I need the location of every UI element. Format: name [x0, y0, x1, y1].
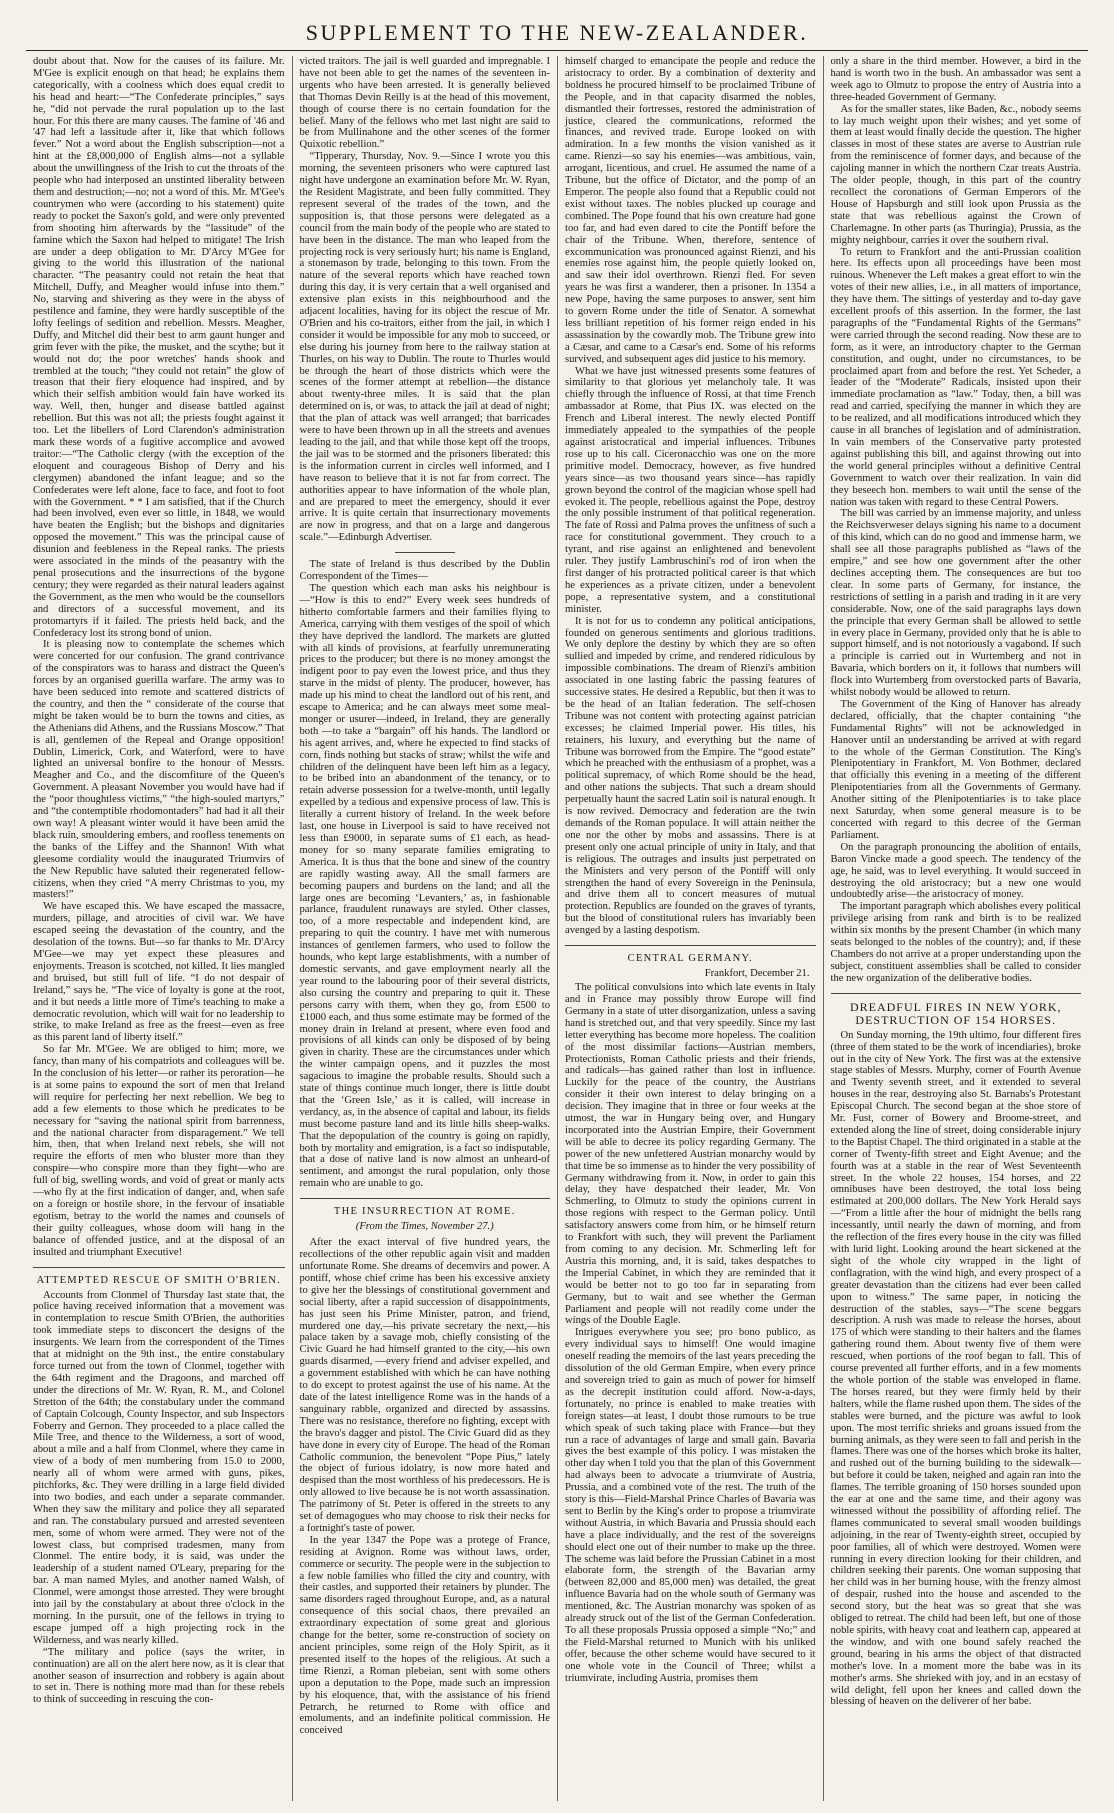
section-divider: [831, 993, 1082, 994]
article-paragraph: After the exact interval of five hundred years, the recollections of the other republic again visit and madden unfortunate Rome. She dreams of decemvirs and power. A pontiff, whose chief crime has been his excessive anxiety to give her the blessings of constitutional government and social liberty, after a rapid succession of disappointments, has just seen his Prime Minister, patron, and friend, murdered one day,—his private secretary the next,—his palace taken by a savage mob, chiefly consisting of the Civic Guard he had himself granted to the city,—his own guards disarmed, —every friend and adviser expelled, and a government established with which he can have nothing to do except to protest against the use of his name. At the date of the latest intelligence Rome was in the hands of a sanguinary rabble, organized and directed by assassins. There was no resistance, therefore no fighting, except with the bravo's dagger and pistol. The Civic Guard did as they have done in every city of Europe. The head of the Roman Catholic communion, the benevolent “Pope Pius,” lately the object of furious idolatry, is now more hated and despised than the most worthless of his predecessors. He is only allowed to live because he is not worth assassination. The patrimony of St. Peter is offered in the streets to any set of demagogues who may choose to risk their necks for a fortnight's taste of power.: [299, 1237, 550, 1534]
article-paragraph: doubt about that. Now for the causes of its failure. Mr. M'Gee is explicit enough on that head; he explains them categorically, with a coolness which does equal credit to his head and heart:—“The Confederate principles,” says he, “did not pervade the rural population up to the last hour. For this there are many causes. The famine of '46 and '47 had left a lassitude after it, like that which follows fever.” Not a word about the English subscription—not a hint at the £8,000,000 of English alms—not a syllable about the unwillingness of the Irish to cut the throats of the people who had interposed an unstinted liberality between them and destruction;—no; not a word of this. Mr. M'Gee's countrymen who were (according to his statement) quite ready to pocket the Saxon's gold, and were only prevented from shooting him afterwards by the “lassitude” of the famine which the Saxon had helped to mitigate! The Irish are under a deep obligation to Mr. D'Arcy M'Gee for giving to the world this illustration of the national character. “The peasantry could not retain the heat that Mitchell, Duffy, and Meagher would infuse into them.” No, starving and shivering as they were in the abyss of pestilence and famine, they were hardly susceptible of the lofty feelings of sedition and rebellion. Messrs. Meagher, Duffy, and Mitchel did their best to arm gaunt hunger and grim fever with the pike, the musket, and the scythe; but it would not do; the poor wretches' hands shook and trembled at the touch; “they could not retain” the glow of treason that their fiery eloquence had inspired, and by which their selfish ambition would fain have worked its way. Well, then, hunger and disease battled against rebellion. But this was not all; the priests fought against it too. Let the libellers of Lord Clarendon's administration mark these words of a fugitive accomplice and avowed traitor:—“The Catholic clergy (with the exception of the eloquent and courageous Bishop of Derry and his clergymen) abandoned the infant league; and so the Confederates were left alone, face to face, and foot to foot with the Government. * * I am satisfied, that if the Church had been involved, even ever so little, in 1848, we would have beaten the English; but the bishops and dignitaries opposed the movement.” This was the principal cause of disunion and feebleness in the Repeal ranks. The priests were associated in the minds of the peasantry with the penal prosecutions and the insurrections of the bygone century; they were regarded as their natural leaders against the Government, as the men who would be the counsellors and directors of a successful movement, and its protomartyrs if it failed. The priests held back, and the Confederacy lost its strong bond of union.: [33, 56, 285, 639]
column-4: [823, 56, 1089, 1801]
article-paragraph: The state of Ireland is thus described by the Dublin Correspondent of the Times—: [299, 559, 550, 583]
article-paragraph: Intrigues everywhere you see; pro bono publico, as every individual says to himself! One would imagine oneself reading the memoirs of the last years preceding the dissolution of the old German Empire, when every prince and sovereign tried to gain as much of power for himself as the decrepit institution could afford. Now-a-days, fortunately, no prince is enabled to make treaties with foreign states—at least, I doubt those rumours to be true which speak of such taking place with France—but they run a race of advantages of large and small gain. Bavaria gives the best example of this policy. I was mistaken the other day when I told you that the plan of this Government had always been to advocate a triumvirate of Austria, Prussia, and a combined vote of the rest. The truth of the story is this—Field-Marshal Prince Charles of Bavaria was sent to Berlin by the King's order to propose a triumvirate without Austria, in which Bavaria and Prussia should each have a place individually, and the rest of the sovereigns should elect one out of their number to make up the three. The scheme was laid before the Prussian Cabinet in a most elaborate form, the strength of the Bavarian army (between 82,000 and 85,000 men) was detailed, the great influence Bavaria had on the whole south of Germany was mentioned, &c. The Austrian monarchy was spoken of as already struck out of the list of the German Confederation. To all these proposals Prussia opposed a simple “No;” and the Field-Marshal returned to Munich with his unliked offer, because the other scheme would have secured to it one whole vote in the Council of Three; whilst a triumvirate, including Austria, promises them: [565, 1327, 816, 1684]
article-paragraph: The Government of the King of Hanover has already declared, officially, that the chapter containing “the Fundamental Rights” will not be acknowledged in Hanover until an understanding be arrived at with regard to the whole of the German Constitution. The King's Plenipotentiary in Frankfort, M. Von Bothmer, declared that officially this evening in a meeting of the different Plenipotentiaries from all the Governments of Germany. Another sitting of the Plenipotentiaries is to take place next Saturday, when some general measure is to be concerted with regard to this decree of the German Parliament.: [830, 698, 1081, 841]
article-paragraph: In the year 1347 the Pope was a protege of France, residing at Avignon. Rome was without laws, order, commerce or security. The people were in the subjection to a few noble families who filled the city and country, with their castles, and supported their retainers by plunder. The same disorders raged throughout Europe, and, as a natural consequence of this social chaos, there prevailed an extraordinary expectation of some great and glorious change for the better, some re-construction of society on ancient principles, some reign of the Holy Spirit, as it presented itself to the hopes of the religious. At such a time Rienzi, a Roman plebeian, sent with some others upon a deputation to the Pope, made such an impression by his eloquence, that, with the assistance of his friend Petrarch, he returned to Rome with office and emoluments, and an indefinite political commission. He conceived: [299, 1534, 550, 1737]
column-2: [292, 56, 558, 1801]
article-paragraph: victed traitors. The jail is well guarded and impregnable. I have not been able to get the names of the seventeen in-urgents who have been arrested. It is generally believed that Thomas Devin Reilly is at the head of this movement, though of course there is no certain foundation for the belief. Many of the fellows who met last night are said to be from Mullinahone and the other scenes of the former Quixotic rebellion.”: [299, 56, 550, 151]
column-1: [26, 56, 292, 1801]
article-columns: [26, 56, 1088, 1801]
section-divider: [33, 1267, 285, 1268]
article-paragraph: Accounts from Clonmel of Thursday last state that, the police having received information that a movement was in contemplation to rescue Smith O'Brien, the authorities took immediate steps to disconcert the designs of the insurgents. We learn from the correspondent of the Times that at midnight on the 9th inst., the entire constabulary force turned out from the town of Clonmel, together with the 64th regiment and the Dragoons, and marched off under the directions of Mr. W. Ryan, R. M., and Colonel Stretton of the 64th; the constabulary under the command of Captain Colcough, County Inspector, and sub Inspectors Foberry and Gernon. They proceeded to a place called the Mile Tree, and thence to the Wilderness, a sort of wood, about a mile and a half from Clonmel, where they came in view of a body of men numbering from 15.0 to 2000, nearly all of whom were armed with guns, pikes, pitchforks, &c. They were drilling in a large field divided into two bodies, and each under a separate commander. When they saw the military and police they all separated and ran. The constabulary pursued and arrested seventeen men, some of whom were armed. They were not of the lowest class, but comprised tradesmen, many from Clonmel. The entire body, it is said, was under the leadership of a student named O'Leary, preparing for the bar. A man named Myles, and another named Walsh, of Clonmel, were amongst those arrested. They were brought into jail by the constabulary at about three o'clock in the morning. In the pursuit, one of the fellows in trying to escape jumped off a high projecting rock in the Wilderness, and was nearly killed.: [33, 1289, 285, 1646]
section-divider: [395, 552, 455, 553]
article-paragraph: The political convulsions into which late events in Italy and in France may possibly throw Europe will find Germany in a state of utter disorganization, unless a saving hand is stretched out, and that very speedily. Since my last letter everything has become more hopeless. The coalition of the most dissimilar factions—Austrian members, Protectionists, Roman Catholic priests and their friends, and radicals—has gained rather than lost in influence. Luckily for the peace of the country, the Austrians consider it their own interest to delay bringing on a decision. They imagine that in three or four weeks at the utmost, the war in Hungary being over, and Hungary incorporated into the Austrian Empire, their Government will be able to decree its policy regarding Germany. The power of the new unfettered Austrian monarchy would by that time be so immense as to hinder the very possibility of Germany withdrawing from it. Now, in order to gain this delay, they have despatched their leader, Mr. Von Schmerling, to Olmutz to study the opinions current in those regions with respect to the German policy. Until satisfactory answers come from him, or he himself return to Frankfort with such, they will prevent the Parliament from coming to any decision. Mr. Schmerling left for Austria this morning, and, it is said, takes despatches to the Imperial Cabinet, in which they are reminded that it would be better not to go too far in separating from Germany, but to wait and see whether the German Parliament and people will not readily come under the wings of the Double Eagle.: [565, 982, 816, 1327]
section-divider: [300, 1198, 551, 1199]
masthead-rule: [26, 50, 1088, 51]
headline-rome: THE INSURRECTION AT ROME.: [333, 1206, 516, 1218]
dateline: Frankfort, December 21.: [704, 968, 810, 980]
headline-central-germany: CENTRAL GERMANY.: [627, 953, 753, 965]
article-paragraph: only a share in the third member. However, a bird in the hand is worth two in the bush. An ambassador was sent a week ago to Olmutz to propose the entry of Austria into a three-headed Government of Germany.: [830, 56, 1081, 103]
headline-new-york-fires: DREADFUL FIRES IN NEW YORK, DESTRUCTION OF 154 HORSES.: [849, 999, 1062, 1027]
article-paragraph: On the paragraph pronouncing the abolition of entails, Baron Vincke made a good speech. The tendency of the age, he said, was to level everything. It would succeed in destroying the old aristocracy; but a new one would undoubtedly arise—the aristocracy of money.: [830, 841, 1081, 901]
column-3: [557, 56, 823, 1801]
article-paragraph: himself charged to emancipate the people and reduce the aristocracy to order. By a combination of dexterity and boldness he procured himself to be proclaimed Tribune of the People, and in that capacity disarmed the nobles, dismantled their fortresses, restored the administration of justice, cleared the communications, reformed the finances, and revived trade. Europe looked on with admiration. In a few months the vision vanished as it came. Rienzi—so say his enemies—was ambitious, vain, arrogant, licentious, and cruel. He assumed the name of a Tribune, but the office of Dictator, and the pomp of an Emperor. The people also found that a Republic could not exist without taxes. The nobles plucked up courage and combined. The Pope found that his own creature had gone too far, and had even dared to cite the Pontiff before the chair of the Tribune. When, therefore, sentence of excommunication was pronounced against Rienzi, and his enemies rose against him, the people quietly looked on, and saw their idol overthrown. Rienzi fled. For seven years he was first a wanderer, then a prisoner. In 1354 a new Pope, having the same purposes to answer, sent him to govern Rome under the title of Senator. A somewhat less brilliant repetition of his former reign ended in his assassination by the cowardly mob. The Tribune grew into a Cæsar, and came to a Cæsar's end. Some of his reforms survived, and subsequent ages did justice to his memory.: [565, 56, 816, 365]
article-paragraph: We have escaped this. We have escaped the massacre, murders, pillage, and atrocities of civil war. We have escaped seeing the devastation of the country, and the desolation of the towns. But—so far thanks to Mr. D'Arcy M'Gee—we may yet expect these pleasures and enjoyments. Treason is scotched, not killed. It lies mangled and bruised, but still full of life. “I do not despair of Ireland,” says he. “The vice of loyalty is gone at the root, and it but needs a little more of Time's teaching to make a democratic revolution, which will wait for no leadership to strike, to make Ireland as free as the freest—even as free as this parent land of liberty itself.”: [33, 901, 285, 1044]
article-paragraph: As for the smaller states, like Baden, &c., nobody seems to lay much weight upon their wishes; and yet some of them at least would finally decide the question. The higher classes in most of these states are averse to Austrian rule from the reminiscence of former days, and because of the cajoling manner in which the northern Czar treats Austria. The older people, though, in this part of the country recollect the coronations of German Emperors of the House of Hapsburgh and still look upon Prussia as the state that was rebellious against the Crown of Charlemagne. In other parts (as Thuringia), Prussia, as the mighty neighbour, carries it over the southern rival.: [830, 103, 1081, 246]
article-paragraph: So far Mr. M'Gee. We are obliged to him; more, we fancy, than many of his compatriots and colleagues will be. In the conclusion of his letter—or rather its peroration—he is at some pains to expound the sort of men that Ireland will require for perfecting her next rebellion. We beg to add a few elements to those which he predicates to be necessary for “saving the national spirit from barrenness, and the national character from disparagement.” We tell him, then, that when Ireland next rebels, she will not require the efforts of men who bluster more than they conspire—who conspire more than they fight—who are full of big, swelling words, and void of great or manly acts—who fly at the first indication of danger, and, when safe on a foreign or hostile shore, in the fervour of insatiable egotism, betray to the world the names and counsels of their guilty colleagues, whose doom will hang in the balance of offended justice, and at the disposal of an insulted and triumphant Executive!: [33, 1044, 285, 1258]
subhead-source: (From the Times, November 27.): [355, 1221, 494, 1233]
masthead-title: SUPPLEMENT TO THE NEW-ZEALANDER.: [305, 20, 809, 45]
article-paragraph: The question which each man asks his neighbour is —“How is this to end?” Every week sees hundreds of hitherto comfortable farmers and their families flying to America, carrying with them vestiges of the spoil of which they have deprived the landlord. The markets are glutted with all kinds of provisions, at fearfully unremunerating prices to the producer; but there is no money amongst the indigent poor to pay even the lowest price, and thus they starve in the midst of plenty. The producer, however, has made up his mind to cheat the landlord out of his rent, and escape to America; and he can always meet some meal-monger or usurer—indeed, in Ireland, they are generally both —to take a “bargain” off his hands. The landlord or his agent arrives, and, where he expected to find stacks of corn, finds nothing but stacks of straw; whilst the wife and children of the delinquent have been left him as a legacy, to be bribed into an abandonment of the tenancy, or to retain adverse possession for a twelve-month, until legally expelled by a tedious and expensive process of law. This is literally a current history of Ireland. In the week before last, one house in Liverpool is said to have received not less than £9000, in separate sums of £1 each, as head-money for so many separate families emigrating to America. It is thus that the bone and sinew of the country are rapidly wasting away. All the small farmers are becoming paupers and burdens on the land; and all the large ones are becoming ‘Levanters,’ as, in fashionable parlance, fraudulent runaways are styled. Other classes, too, of a more respectable and independent kind, are preparing to quit the country. I have met with numerous instances of gentlemen farmers, who used to follow the hounds, who kept large establishments, with a number of domestic servants, and gave employment nearly all the year round to the labouring poor of their several districts, also cursing the country and preparing to quit it. These persons carry with them, when they go, from £500 to £1000 each, and thus some estimate may be formed of the money drain in Ireland at present, where even food and provisions of all kinds can only be disposed of by being given in charity. These are the circumstances under which the winter campaign opens, and it puzzles the most sagacious to imagine the probable results. Should such a state of things continue much longer, there is little doubt that the ‘Green Isle,’ as it is called, will increase in verdancy, as, in the absence of capital and labour, its fields must become pasture land and its little hills sheep-walks. That the depopulation of the country is going on rapidly, both by mortality and emigration, is a fact so indisputable, that a dose of native land is now almost an unheard-of sentiment, and amongst the rural population, only those remain who are unable to go.: [299, 582, 550, 1190]
headline-smith-obrien: ATTEMPTED RESCUE OF SMITH O'BRIEN.: [36, 1274, 281, 1286]
article-paragraph: It is not for us to condemn any political anticipations, founded on generous sentiments and glorious traditions. We only deplore the destiny by which they are so often sullied and impeded by crime, and rendered ridiculous by impossible combinations. The dream of Rienzi's ambition associated in one lasting fabric the passing features of successive states. He desired a Republic, but then it was to be the head of an Italian federation. The self-chosen Tribune was not content with protecting against patrician excesses; he claimed Imperial power. His titles, his retainers, his luxury, and everything but the name of Tribune was borrowed from the Empire. The “good estate” which he preached with the enthusiasm of a prophet, was a political supremacy, of which Rome should be the head, and other nations the subjects. That such a dream should perpetually haunt the sacred Latin soil is natural enough. It is now revived. Democracy and federation are the twin demands of the Roman populace. It will attain neither the one nor the other by mobs and assassins. There is at present only one actual principle of unity in Italy, and that is religious. The outrages and insults just perpetrated on the Ministers and very person of the Pontiff will only strengthen the hand of every Sovereign in the Peninsula, and drive them all to concert measures of mutual protection. Republics are founded on the graves of tyrants, but the blood of constitutional rulers has invariably been avenged by a lasting despotism.: [565, 615, 816, 937]
article-paragraph: “The military and police (says the writer, in continuation) are all on the alert here now, as it is clear that another season of insurrection and robbery is again about to set in. There is nothing more mad than for these rebels to think of succeeding in rescuing the con-: [33, 1646, 285, 1706]
article-paragraph: “Tipperary, Thursday, Nov. 9.—Since I wrote you this morning, the seventeen prisoners who were captured last night have undergone an examination before Mr. W. Ryan, the Resident Magistrate, and been fully committed. They represent several of the trades of the town, and the supposition is, that those persons were delegated as a council from the main body of the people who are stated to have been in the distance. The man who leaped from the projecting rock is very seriously hurt; his name is England, a stonemason by trade, belonging to this town. From the nature of the several reports which have reached town during this day, it is very certain that a well organised and extensive plan exists in this neighbourhood and the adjacent localities, having for its object the rescue of Mr. O'Brien and his co-traitors, either from the jail, in which I consider it would be impossible for any mob to succeed, or else during his journey from here to the railway station at Thurles, on his way to Dublin. The route to Thurles would be through the heart of those districts which were the scenes of the former attempt at rebellion—the distance about twenty-three miles. It is said that the plan determined on is, or was, to attack the jail at dead of night; that the plan of attack was well arranged; that barricades were to have been thrown up in all the streets and avenues leading to the jail, and that while those kept off the troops, the jail was to be stormed and the prisoners liberated: this is the information current in circles well informed, and I have reason to believe that it is not far from correct. The authorities appear to have information of the whole plan, and are prepared to meet the emergency, should it ever arrive. It is quite certain that insurrectionary movements are now in progress, and that on a large and dangerous scale.”—Edinburgh Advertiser.: [299, 151, 550, 544]
article-paragraph: To return to Frankfort and the anti-Prussian coalition here. Its effects upon all proceedings have been most ruinous. Whenever the Left makes a great effort to win the votes of their new allies, i.e., in all matters of importance, they have them. The sittings of yesterday and to-day gave excellent proofs of this assertion. In the former, the last paragraphs of the “Fundamental Rights of the Germans” were carried through the second reading. Now these are to form, as it were, an introductory chapter to the German constitution, and ought, under no circumstances, to be proclaimed apart from and before the rest. Yet Scheder, a leader of the “Moderate” Radicals, insisted upon their immediate proclamation as “law.” Today, then, a bill was read and carried, specifying the manner in which they are to be realized, and all modifications introduced which they cause in all branches of legislation and of administration. In vain members of the Conservative party protested against publishing this bill, and against throwing out into the world general principles without a definitive Central Government to watch over their realization. In vain did they beseech hon. members to wait until the sense of the nation was taken with regard to these Central Powers.: [830, 246, 1081, 508]
article-paragraph: The bill was carried by an immense majority, and unless the Reichsverweser delays signing his name to a document of this kind, which can do no good and immense harm, we shall see all those paragraphs published as “laws of the empire,” and see how one government after the other declines accepting them. The consequences are but too clear. In some parts of Germany, for instance, the restrictions of settling in a parish and trading in it are very considerable. Now, one of the said paragraphs lays down the principle that every German shall be allowed to settle in every place in Germany, provided only that he is able to support himself, and is not notoriously a vagabond. If such a principle is carried out in Wurtemberg and not in Bavaria, which borders on it, it follows that numbers will flock into Wurtemberg from overstocked parts of Bavaria, whilst nobody would be allowed to return.: [830, 508, 1081, 699]
article-paragraph: What we have just witnessed presents some features of similarity to that glorious yet melancholy tale. It was chiefly through the influence of Rossi, at that time French ambassador at Rome, that Pius IX. was elected on the French and Liberal interest. The newly elected Pontiff immediately appealed to the sympathies of the people against aristocratical and imperial influences. Tribunes rose up to his call. Ciceronacchio was one on the more primitive model. Democracy, however, as five hundred years since—as two thousand years since—has rapidly grown beyond the control of the magician whose spell had evoked it. The people, rebellious against the Pope, destroy the only possible instrument of that political regeneration. The fate of Rossi and Palma proves the unfitness of such a race for constitutional government. They crouch to a tyrant, and rise against an enlightened and benevolent ruler. They justify Lambruschini's rod of iron when the first danger of his protracted political career is that which he experiences as a private citizen, under a benevolent pope, a representative system, and a constitutional minister.: [565, 365, 816, 615]
article-paragraph: On Sunday morning, the 19th ultimo, four different fires (three of them stated to be the work of incendiaries), broke out in the city of New York. The first was at the extensive stage stables of Messrs. Murphy, corner of Fourth Avenue and Twenty seventh street, and it extended to several houses in the rear, destroying also St. Barnabs's Protestant Episcopal Church. The second began at the shoe store of Mr. Fust, corner of Bowery and Broome-street, and extended along the line of street, doing considerable injury to the Baptist Chapel. The third originated in a stable at the corner of Twenty-fifth street and Eight Avenue; and the fourth was at a stable in the rear of West Seventeenth street. In the whole 22 houses, 154 horses, and 22 omnibuses have been destroyed, the total loss being estimated at 200,000 dollars. The New York Herald says—“From a little after the hour of midnight the bells rang incessantly, until nearly the dawn of morning, and from the reflection of the fires every house in the city was filled with lurid light. Looking around the heart sickened at the sight of the whole city wrapped in the light of conflagration, with the wind high, and every prospect of a greater devastation than the citizens had ever been called upon to witness.” The same paper, in noticing the destruction of the stables, says—“The scene beggars description. A rush was made to release the horses, about 175 of which were standing to their halters and the flames gathering round them. About twenty five of them were rescued, when portions of the roof began to fall. This of course prevented all further efforts, and in a few moments the whole portion of the stable was enveloped in flame. The horses reared, but they were firmly held by their halters, while the flame rushed upon them. The sides of the stables were burned, and the picture was awful to look upon. The most terrific shrieks and groans issued from the burning animals, as they were seen to fall and perish in the flames. There was one of the horses which broke its halter, and rushed out of the burning building to the sidewalk—but before it could be taken, neighed and again ran into the flames. The terrible groaning of 150 horses sounded upon the ear at one and the same time, and their agony was witnessed without the possibility of affording relief. The flames communicated to several small wooden buildings adjoining, in the rear of Twenty-eighth street, occupied by poor families, all of which were destroyed. Women were running in every direction looking for their children, and children seeking their parents. One woman supposing that her child was in her burning house, with the frenzy almost of despair, rushed into the house and ascended to the second story, but the heat was so great that she was obliged to retreat. The child had been left, but one of those noble spirits, with heavy coat and leathern cap, appeared at the window, and with one bound safely reached the ground, bearing in his arms the object of that distracted mother's love. In a moment more the babe was in its mother's arms. She shrieked with joy, and in an ecstasy of wild delight, fell upon her knees and called down the blessing of heaven on the deliverer of her babe.: [830, 1029, 1081, 1708]
section-divider: [565, 945, 816, 946]
article-paragraph: It is pleasing now to contemplate the schemes which were concerted for our confusion. The grand contrivance of the conspirators was to harass and distract the Queen's forces by an organised guerilla warfare. The army was to have been seduced into remote and scattered districts of the country, and then the “ considerate of the course that might be taken would be to burn the towns and cities, as the Athenians did Athens, and the Russians Moscow.” That is all, gentlemen of the Repeal and Orange opposition! Dublin, Limerick, Cork, and Waterford, were to have lighted an universal bonfire to the honour of Messrs. Meagher and Co., and the discomfiture of the Queen's Government. A pleasant November you would have had if the “poor thoughtless victims,” “the high-souled martyrs,” and “the contemptible rhodomontaders” had had it all their own way! A pleasant winter would it have been amid the black ruin, smouldering embers, and roofless tenements on the banks of the Liffey and the Shannon! With what gleesome cordiality would the inaugurated Triumvirs of the New Republic have saluted their regenerated fellow-citizens, when they cried “A merry Christmas to you, my masters!”: [33, 639, 285, 901]
article-paragraph: The important paragraph which abolishes every political privilege arising from rank and birth is to be realized within six months by the present Chamber (in which many seats belonged to the nobles of the country); and, if these Chambers do not arrive at a proper understanding upon the subject, constituent assemblies shall be called to consider the new organization of the deliberative bodies.: [830, 901, 1081, 984]
